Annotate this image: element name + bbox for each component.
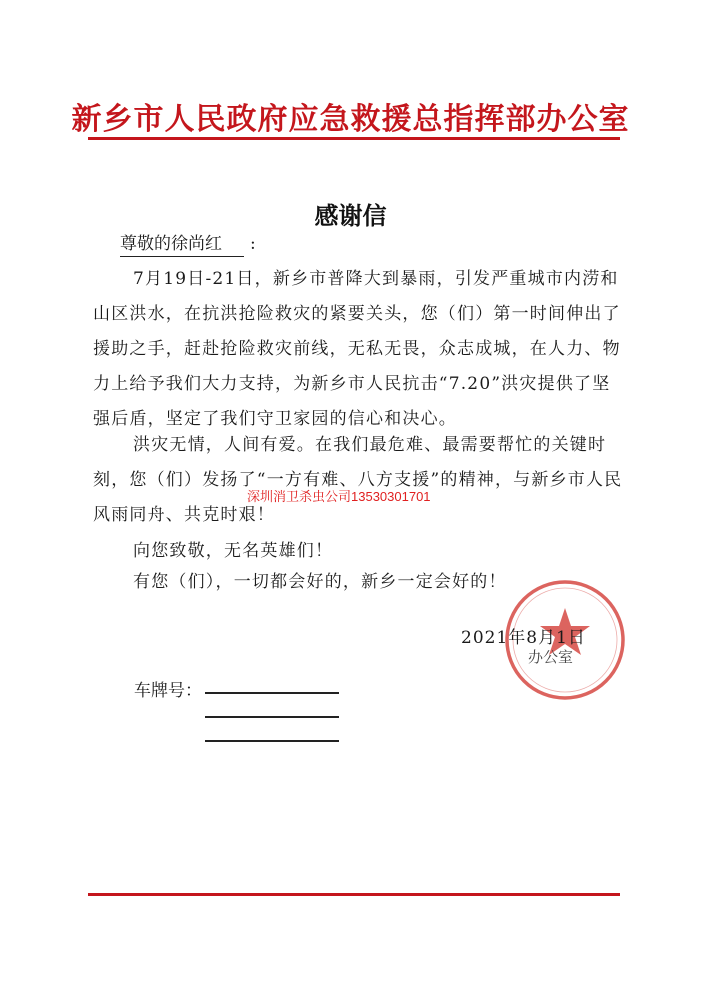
document-title: 感谢信 <box>314 201 387 230</box>
plate-number-line-1[interactable] <box>205 692 339 694</box>
salutation <box>120 229 256 257</box>
letterhead-title: 新乡市人民政府应急救援总指挥部办公室 <box>71 102 630 137</box>
footer-rule <box>88 893 620 896</box>
body-paragraph-2: 洪灾无情，人间有爱。在我们最危难、最需要帮忙的关键时刻，您（们）发扬了“一方有难、八方支援”的精神，与新乡市人民风雨同舟、共克时艰！ <box>93 435 623 525</box>
watermark-text: 深圳消卫杀虫公司13530301701 <box>247 489 431 504</box>
recipient-name: 尊敬的徐尚红 <box>120 229 244 257</box>
body-line-closing: 有您（们），一切都会好的，新乡一定会好的！ <box>133 572 507 592</box>
plate-number-line-3[interactable] <box>205 740 339 742</box>
letterhead-rule <box>88 137 620 140</box>
issuing-office: 办公室 <box>528 648 574 666</box>
letter-date: 2021年8月1日 <box>461 628 586 648</box>
plate-number-line-2[interactable] <box>205 716 339 718</box>
plate-number-label: 车牌号： <box>134 681 202 701</box>
salutation-colon: : <box>250 234 256 254</box>
body-paragraph-1: 7月19日-21日，新乡市普降大到暴雨，引发严重城市内涝和山区洪水，在抗洪抢险救灾的紧要关头，您（们）第一时间伸出了援助之手，赶赴抢险救灾前线，无私无畏，众志成城，在人力、物力上给予我们大力支持，为新乡市人民抗击“7.20”洪灾提供了坚强后盾，坚定了我们守卫家园的信心和决心。 <box>93 269 621 429</box>
body-line-salute: 向您致敬，无名英雄们！ <box>133 541 334 561</box>
